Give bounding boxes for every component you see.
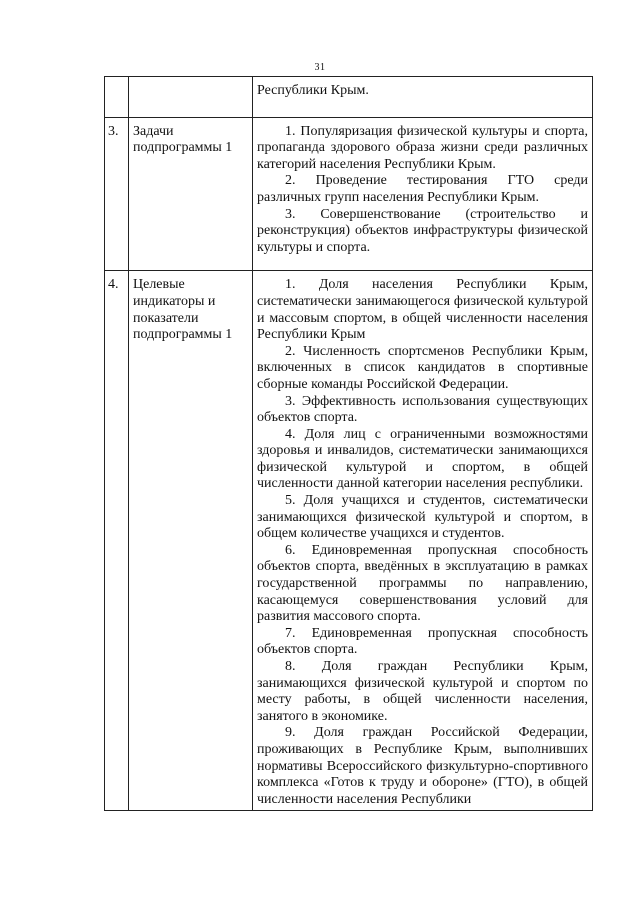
content-paragraph: 4. Доля лиц с ограниченными возможностями здоровья и инвалидов, систематически занимающихся физической культурой и спортом, в общей численности данной категории населения республики. <box>257 426 588 492</box>
content-paragraph: 2. Проведение тестирования ГТО среди различных групп населения Республики Крым. <box>257 173 588 205</box>
row-name-cell: Целевые индикаторы и показатели подпрограммы 1 <box>129 271 253 811</box>
content-paragraph: 9. Доля граждан Российской Федерации, проживающих в Республике Крым, выполнивших нормативы Всероссийского физкультурно-спортивного комплекса «Готов к труду и обороне» (ГТО), в общей численности населения Республики <box>257 725 588 807</box>
row-name-cell <box>129 77 253 118</box>
row-number-cell: 3. <box>105 117 129 271</box>
content-paragraph: 5. Доля учащихся и студентов, систематически занимающихся физической культурой и спортом, в общем количестве учащихся и студентов. <box>257 493 588 542</box>
row-content-cell <box>253 271 593 811</box>
content-paragraph: 1. Доля населения Республики Крым, систематически занимающегося физической культурой и массовым спортом, в общей численности населения Республики Крым <box>257 277 588 343</box>
row-content-cell <box>253 77 593 118</box>
table-row <box>105 271 593 811</box>
content-paragraph: 8. Доля граждан Республики Крым, занимающихся физической культурой и спортом по месту работы, в общей численности населения, занятого в экономике. <box>257 659 588 724</box>
content-paragraph: 3. Эффективность использования существующих объектов спорта. <box>257 393 588 426</box>
content-paragraph: 6. Единовременная пропускная способность объектов спорта, введённых в эксплуатацию в рамках государственной программы по направлению, касающемуся совершенствования условий для развития массового спорта. <box>257 542 588 625</box>
row-number-cell: 4. <box>105 271 129 811</box>
row-content-cell <box>253 117 593 271</box>
content-paragraph: 1. Популяризация физической культуры и спорта, пропаганда здорового образа жизни среди различных категорий населения Республики Крым. <box>257 123 588 172</box>
page-number: 31 <box>314 62 326 73</box>
row-name-cell: Задачи подпрограммы 1 <box>129 117 253 271</box>
content-paragraph: Республики Крым. <box>257 83 369 98</box>
table-row <box>105 77 593 118</box>
content-paragraph: 3. Совершенствование (строительство и реконструкция) объектов инфраструктуры физической культуры и спорта. <box>257 206 588 255</box>
table-row <box>105 117 593 271</box>
content-paragraph: 2. Численность спортсменов Республики Крым, включенных в список кандидатов в спортивные сборные команды Российской Федерации. <box>257 343 588 392</box>
passport-table <box>104 76 593 811</box>
content-paragraph: 7. Единовременная пропускная способность объектов спорта. <box>257 625 588 658</box>
row-number-cell <box>105 77 129 118</box>
